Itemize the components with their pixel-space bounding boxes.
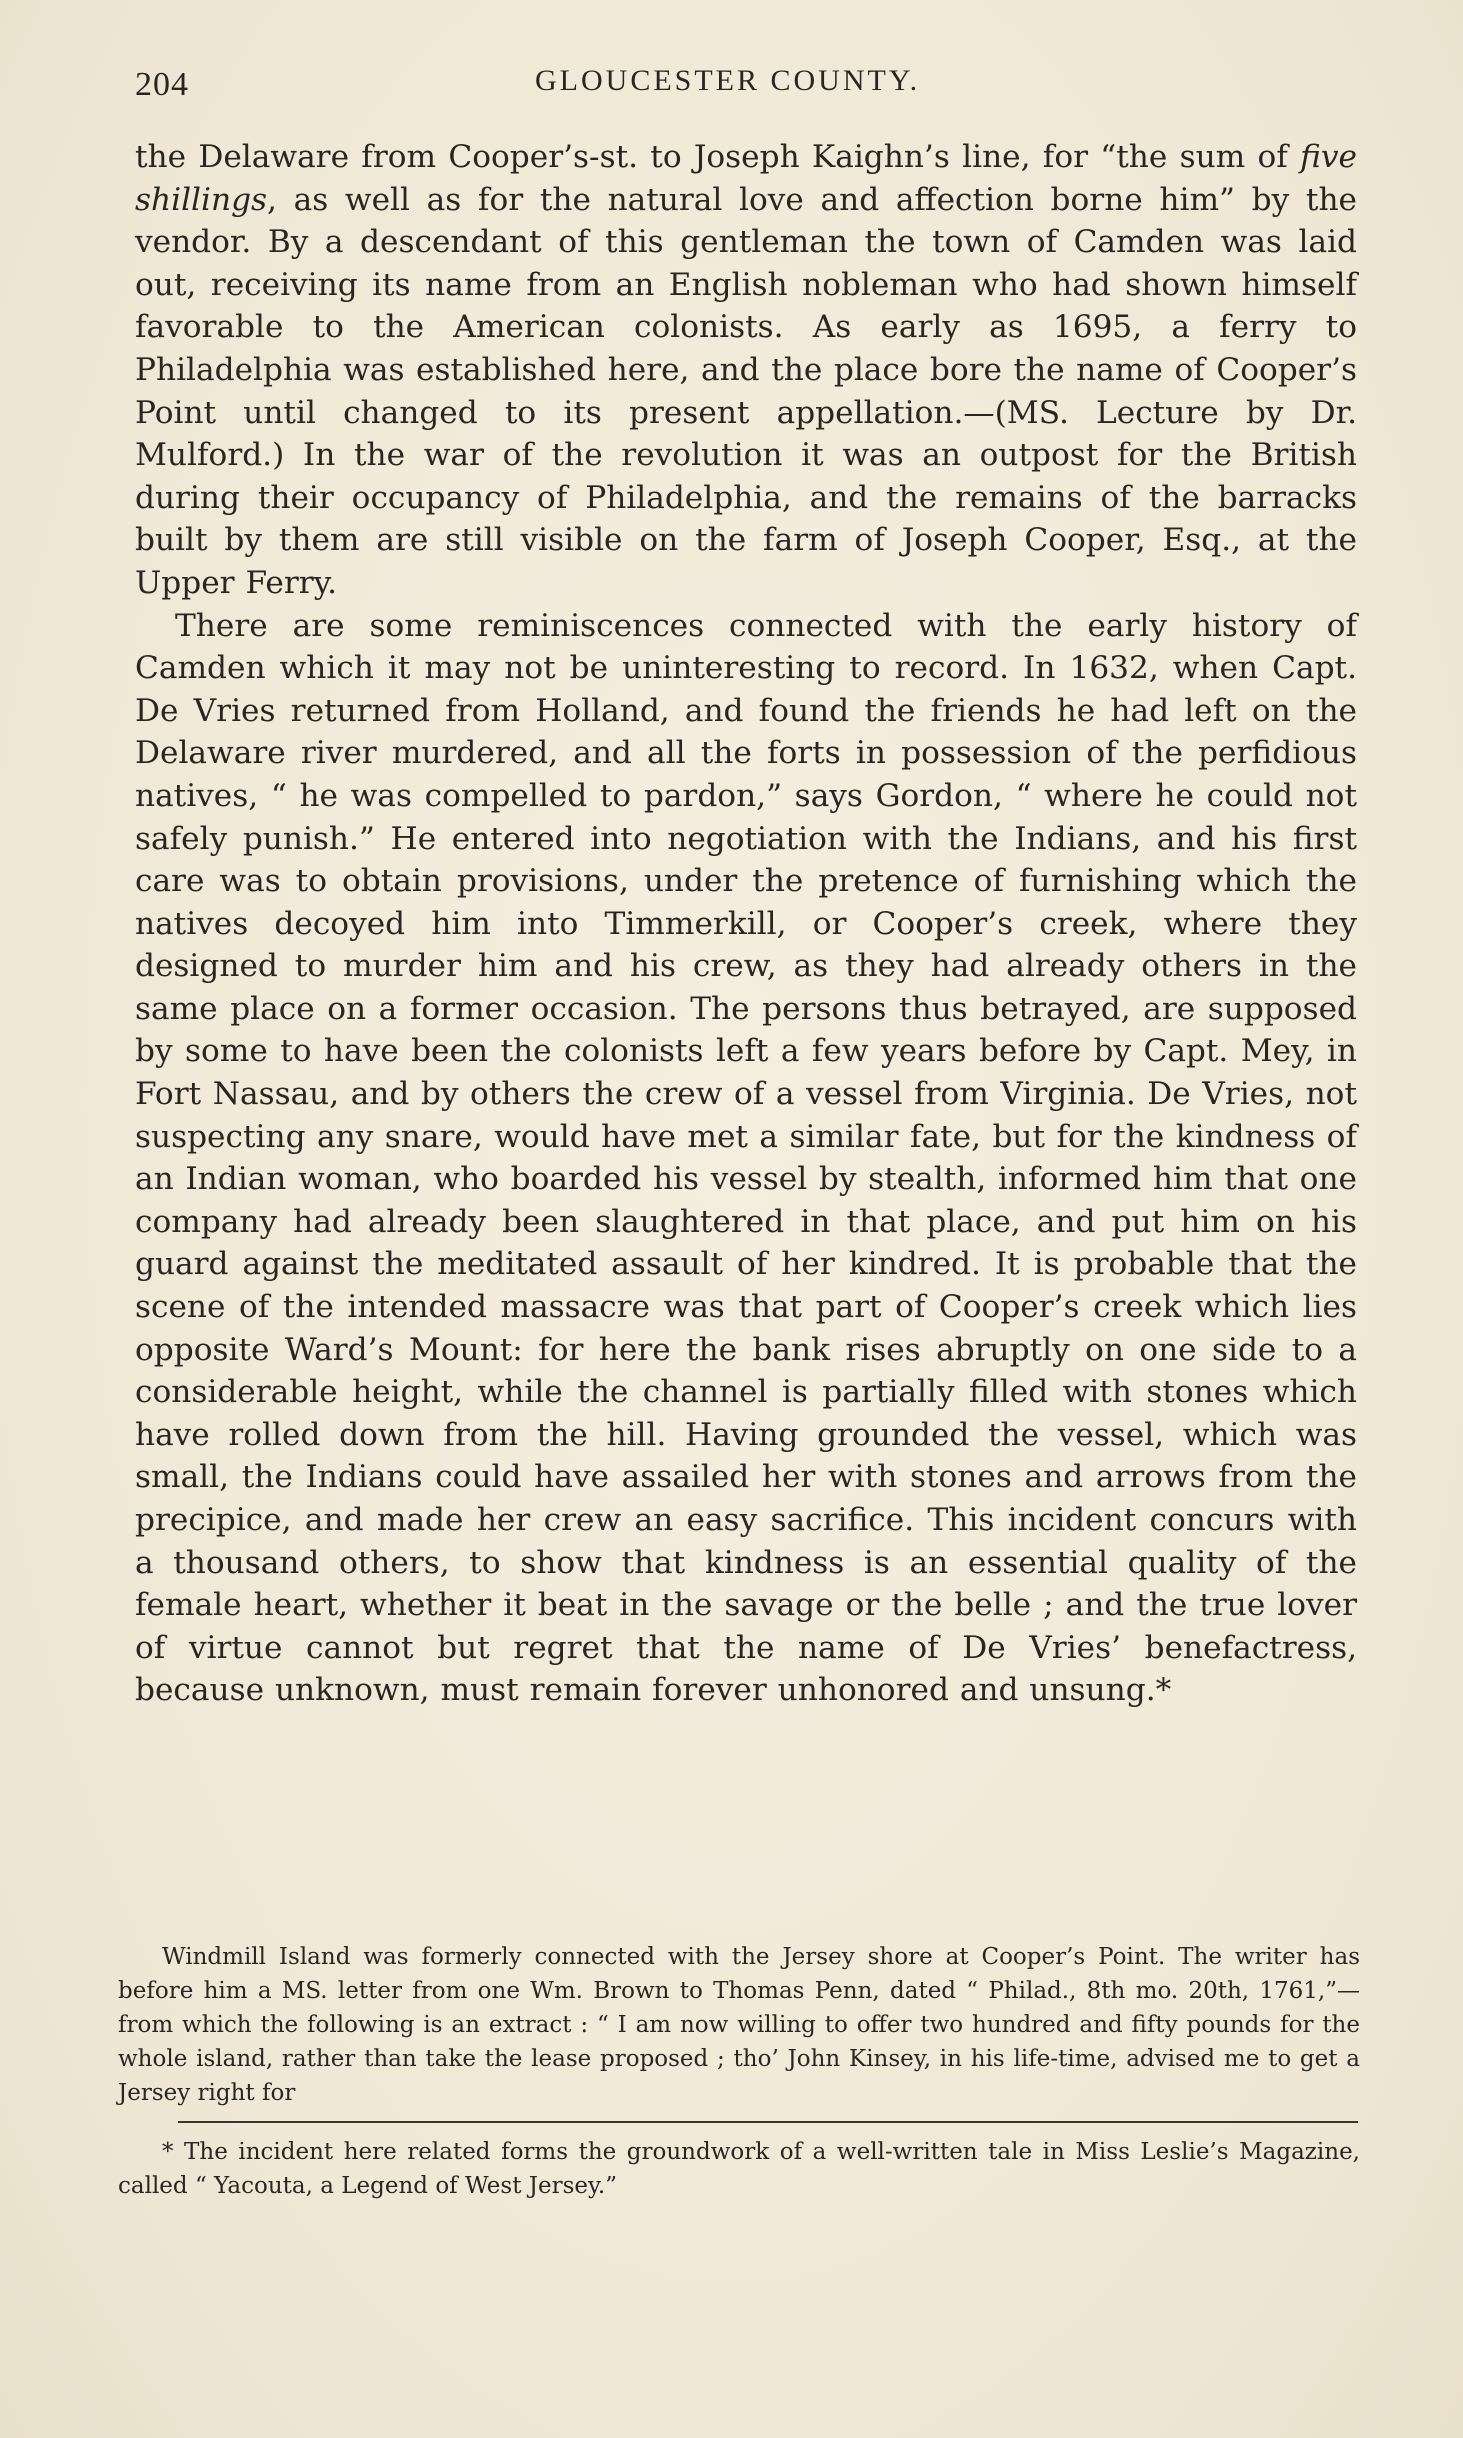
paragraph-1-italic: five shillings (135, 139, 1357, 218)
windmill-island-note-text: Windmill Island was formerly connected with the Jersey shore at Cooper’s Point. The writer has before him a MS. letter from one Wm. Brown to Thomas Penn, dated “ Philad., 8th mo. 20th, 1761,”—from which the following is an extract : “ I am now willing to offer two hundred and fifty pounds for the whole island, rather than take the lease proposed ; tho’ John Kinsey, in his life-time, advised me to get a Jersey right for (118, 1944, 1360, 2106)
page-header (135, 60, 1355, 110)
paragraph-1-before-italic: the Delaware from Cooper’s-st. to Joseph Kaighn’s line, for “the sum of (135, 139, 1301, 175)
page-number: 204 (135, 66, 189, 103)
paragraph-1 (135, 136, 1357, 605)
running-head: GLOUCESTER COUNTY. (535, 64, 921, 97)
footnote-text: * The incident here related forms the groundwork of a well-written tale in Miss Leslie’s Magazine, called “ Yacouta, a Legend of West Jersey.” (118, 2139, 1360, 2199)
main-text (135, 136, 1357, 1712)
footnote-rule (178, 2121, 1358, 2123)
windmill-island-note (118, 1940, 1360, 2110)
footnote (118, 2135, 1360, 2203)
paragraph-1-after-italic: , as well as for the natural love and affection borne him” by the vendor. By a descendant of this gentleman the town of Camden was laid out, receiving its name from an English nobleman who had shown himself favorable to the American colonists. As early as 1695, a ferry to Philadelphia was established here, and the place bore the name of Cooper’s Point until changed to its present appellation.—(MS. Lecture by Dr. Mulford.) In the war of the revolution it was an outpost for the British during their occupancy of Philadelphia, and the remains of the barracks built by them are still visible on the farm of Joseph Cooper, Esq., at the Upper Ferry. (135, 181, 1357, 601)
paragraph-2: There are some reminiscences connected with the early history of Camden which it may not be uninteresting to record. In 1632, when Capt. De Vries returned from Holland, and found the friends he had left on the Delaware river murdered, and all the forts in possession of the perfidious natives, “ he was compelled to pardon,” says Gordon, “ where he could not safely punish.” He entered into negotiation with the Indians, and his first care was to obtain provisions, under the pretence of furnishing which the natives decoyed him into Timmerkill, or Cooper’s creek, where they designed to murder him and his crew, as they had already others in the same place on a former occasion. The persons thus betrayed, are supposed by some to have been the colonists left a few years before by Capt. Mey, in Fort Nassau, and by others the crew of a vessel from Virginia. De Vries, not suspecting any snare, would have met a similar fate, but for the kindness of an Indian woman, who boarded his vessel by stealth, informed him that one company had already been slaughtered in that place, and put him on his guard against the meditated assault of her kindred. It is probable that the scene of the intended massacre was that part of Cooper’s creek which lies opposite Ward’s Mount: for here the bank rises abruptly on one side to a considerable height, while the channel is partially filled with stones which have rolled down from the hill. Having grounded the vessel, which was small, the Indians could have assailed her with stones and arrows from the precipice, and made her crew an easy sacrifice. This incident concurs with a thousand others, to show that kindness is an essential quality of the female heart, whether it beat in the savage or the belle ; and the true lover of virtue cannot but regret that the name of De Vries’ benefactress, because unknown, must remain forever unhonored and unsung.* (135, 607, 1357, 1709)
